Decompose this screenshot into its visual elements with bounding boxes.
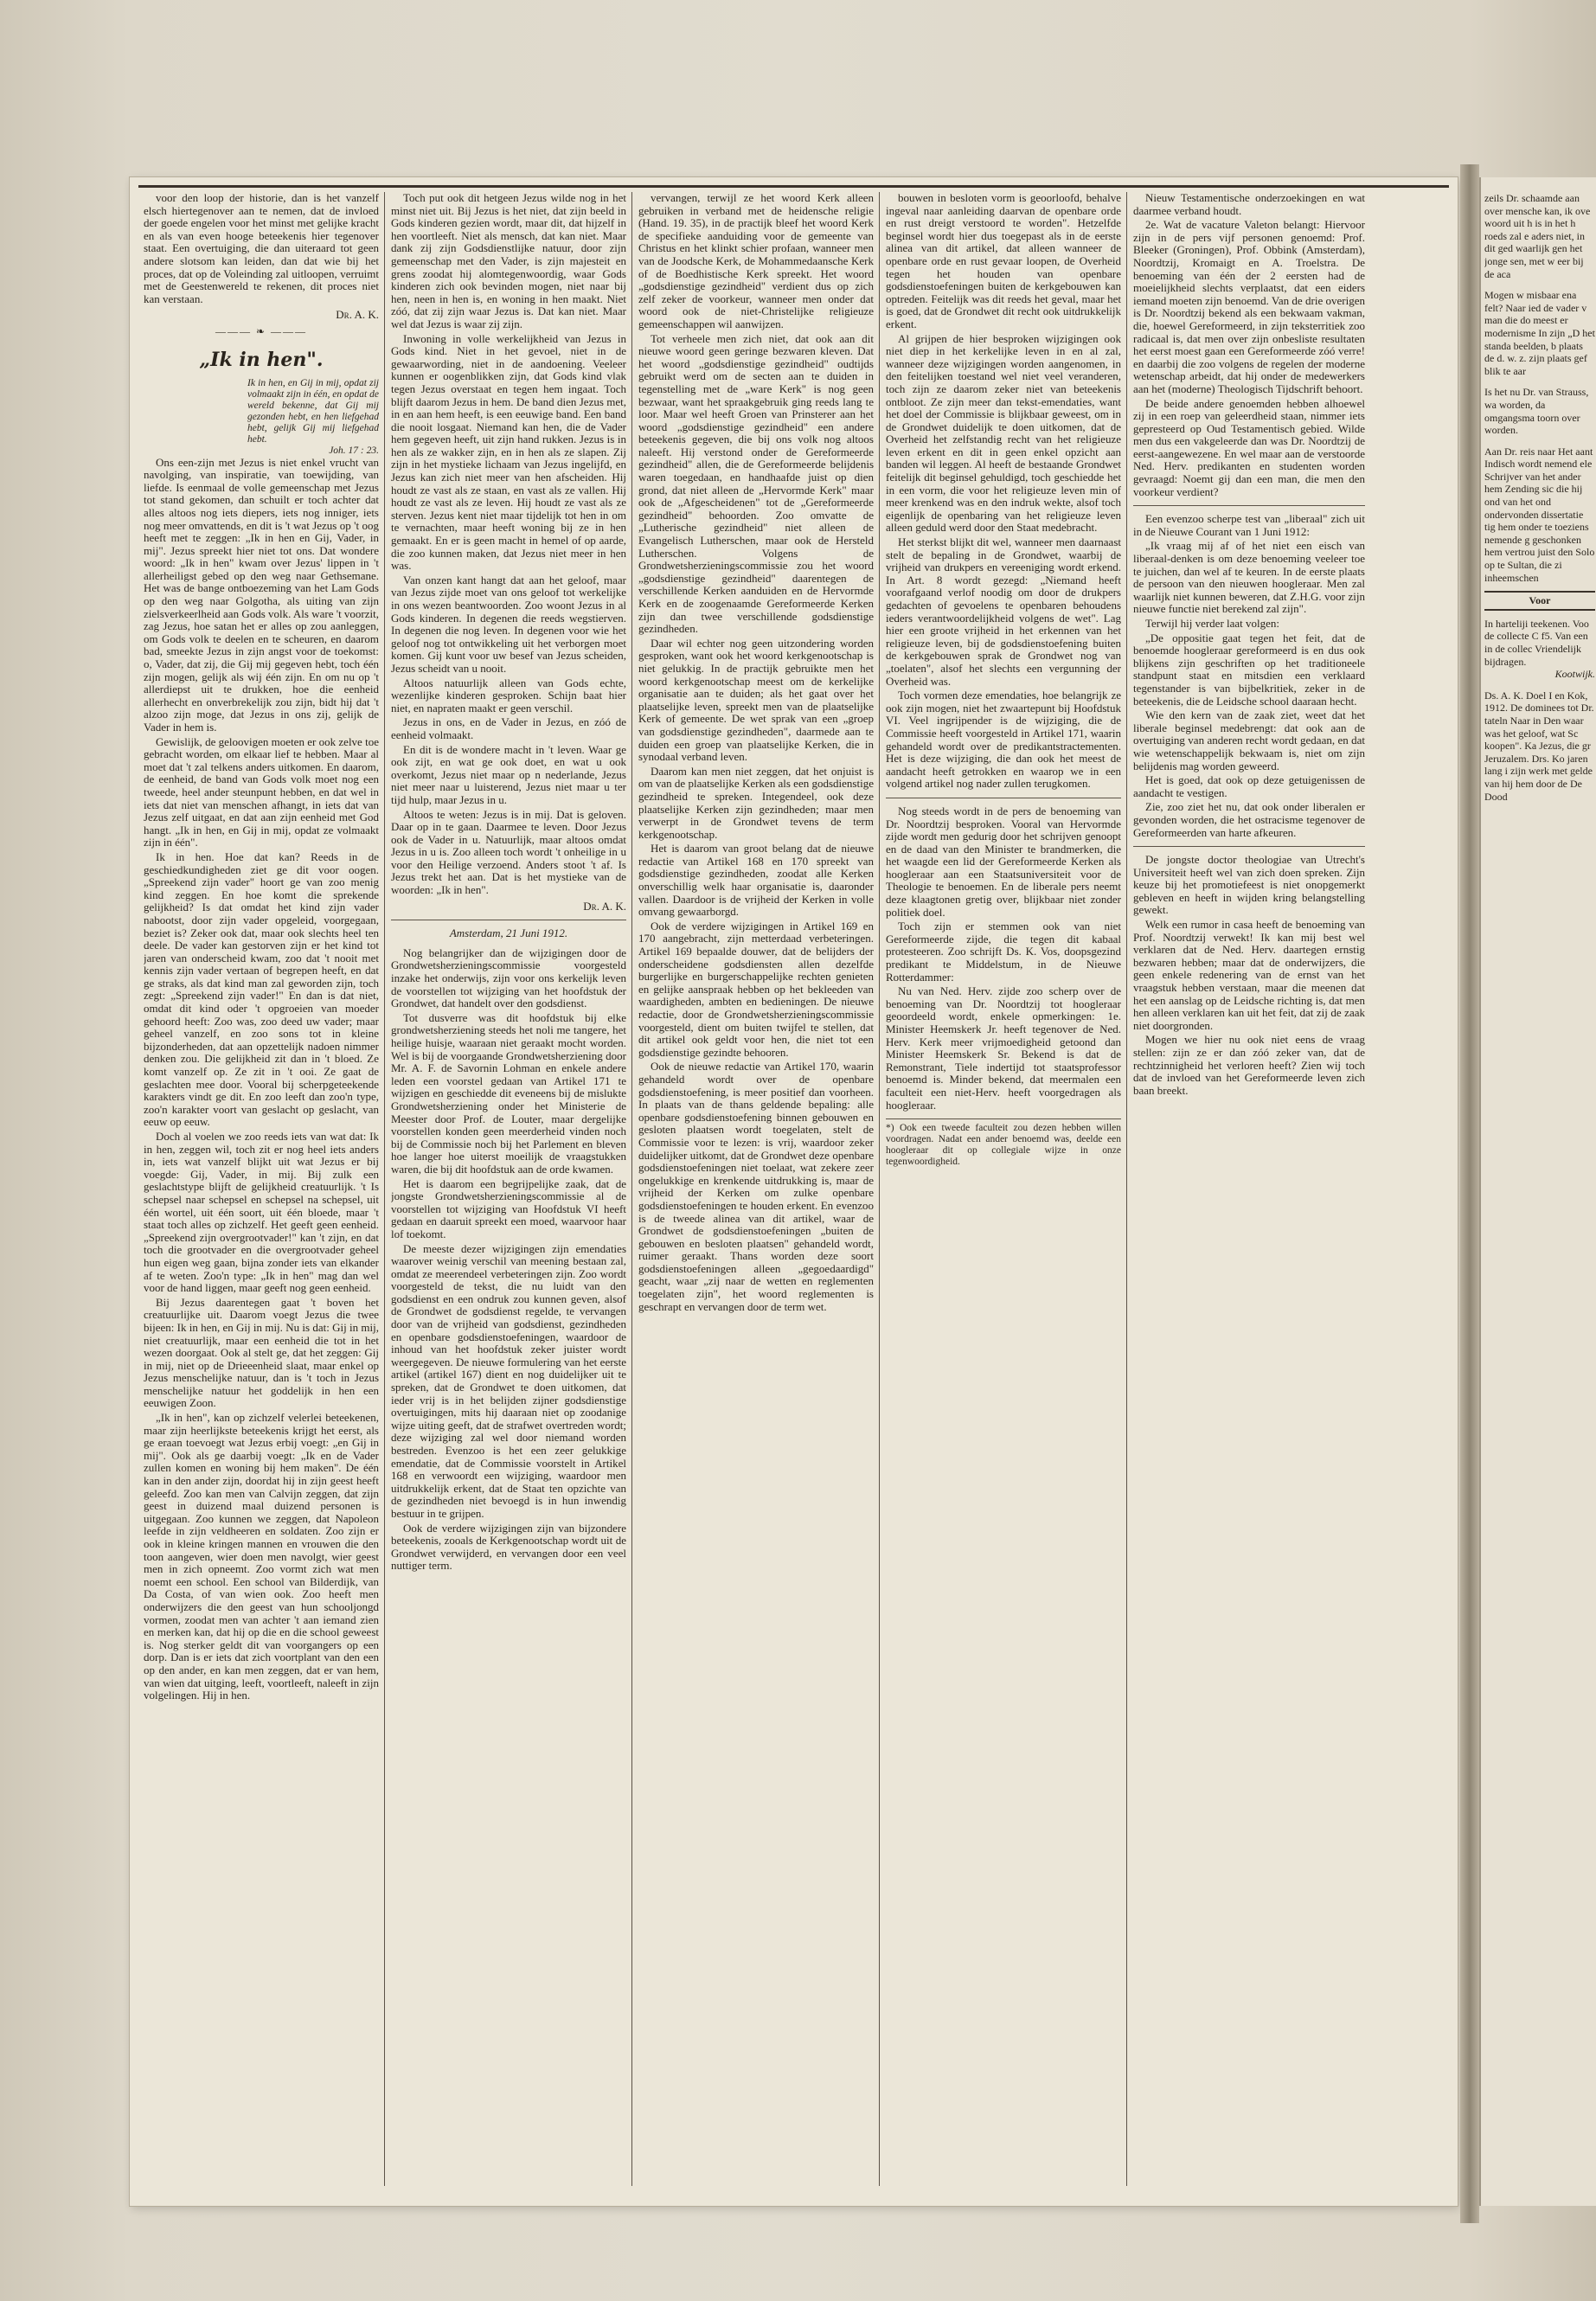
body-paragraph: Daarom kan men niet zeggen, dat het onjuist is om van de plaatselijke Kerken als een godsdienstige gezindheid te spreken. Integendeel, ook deze plaatselijke Kerken zijn gezindheden; maar men verwerpt in de Grondwet tevens de term kerkgenootschap.	[638, 764, 874, 841]
body-paragraph: Gewislijk, de geloovigen moeten er ook zelve toe gebracht worden, om elkaar lief te hebben. Maar al moet dat 't zal telkens anders uitkomen. En daarom, de eenheid, de band van Gods volk moet nog een tweede, heel ander steunpunt hebben, en dat wel in iets dat niet van menschen afhangt, in iets dat van Jezus zelf uitgaat, en dat aan zijn eenheid met God hangt. „Ik in hen, en Gij in mij, opdat ze volmaakt zijn in één".	[144, 734, 379, 849]
edge-text: Ds. A. K. Doel I en Kok, 1912. De dominees tot Dr. tateln Naar in Den waar was het geloof, wat Sc koopen". Ka Jezus, die gr Jeruzalem. Drs. Ko jaren lang i zijn werk met gelde van hij hem door de De Dood	[1484, 689, 1594, 803]
intro-signature: Dr. A. K.	[336, 308, 379, 322]
footnote: *) Ook een tweede faculteit zou dezen hebben willen voordragen. Nadat een ander benoemd was, deelde een hoogleraar dit op collegiale wijze in onze tegenwoordigheid.	[886, 1118, 1121, 1168]
adjacent-page-column	[1484, 192, 1595, 2190]
body-paragraph: De jongste doctor theologiae van Utrecht's Universiteit heeft wel van zich doen spreken. Zijn keuze bij het promotiefeest is niet onopgemerkt gebleven en heeft in wijden kring belangstelling gewekt.	[1133, 853, 1365, 917]
body-paragraph: Nog steeds wordt in de pers de benoeming van Dr. Noordtzij besproken. Vooral van Hervormde zijde wordt men gedurig door het schrijven genoopt en de daad van den Minister te brandmerken, die het waagde een lid der Gereformeerde Kerken als hoogleraar aan een Staatsuniversiteit voor de Theologie te benoemen. En de liberale pers neemt deze klaagtonen gretig over, blijkbaar niet zonder politiek doel.	[886, 804, 1121, 919]
body-paragraph: Altoos te weten: Jezus is in mij. Dat is geloven. Daar op in te gaan. Daarmee te leven. Door Jezus ook de Vader in u. Natuurlijk, maar altoos omdat Jezus in u is. Zoo alleen toch wordt 't onheilige in u voor den Heilige verzoend. Anders stoot 't af. Is Jezus trekt het aan. Dat is het mystieke van de woorden: „Ik in hen".	[391, 807, 626, 897]
column-4	[886, 192, 1121, 2190]
column-separator	[384, 192, 385, 2186]
body-paragraph: Van onzen kant hangt dat aan het geloof, maar van Jezus zijde moet van ons geloof tot werkelijke in ons wezen beantwoorden. Zoo woont Jezus in al Gods kinderen. In degenen die reeds wegstierven. In degenen die nog leven. In degenen voor wie het geloof nog tot ontwikkeling uit het verborgen moet komen. Gij kunt voor uw besef van Jezus scheiden, Jezus scheidt van u nooit.	[391, 573, 626, 675]
body-paragraph: Nieuw Testamentische onderzoekingen en wat daarmee verband houdt.	[1133, 192, 1365, 217]
intro-paragraph: voor den loop der historie, dan is het vanzelf elsch hiertegenover aan te nemen, dat de invloed der goede engelen voor het minst met gelijke kracht en als van even hooge beteekenis hier tegenover staat. Een overtuiging, die dan uiteraard tot geen andere slotsom kan leiden, dan dat wie bij het proces, dat op de Voleinding zal uitloopen, verruimt met de Geestenwereld te rekenen, dit proces niet kan verstaan.	[144, 192, 379, 305]
body-paragraph: Toch zijn er stemmen ook van niet Gereformeerde zijde, die tegen dit kabaal protesteeren. Zoo schrijft Ds. K. Vos, doopsgezind predikant te Middelstum, in de Nieuwe Rotterdammer:	[886, 920, 1121, 984]
column-separator	[631, 192, 632, 2186]
quoted-paragraph: Wie den kern van de zaak ziet, weet dat het liberale beginsel medebrengt: dat ook aan de overtuiging van anderen recht wordt gedaan, en dat wie wetenschappelijk bekwaam is, niet om zijn belijdenis mag worden geweerd.	[1133, 708, 1365, 772]
motto-quote: Ik in hen, en Gij in mij, opdat zij volmaakt zijn in één, en opdat de wereld bekenne, dat Gij mij gezonden hebt, en hen liefgehad hebt, gelijk Gij mij liefgehad hebt.	[247, 377, 379, 445]
body-paragraph: De meeste dezer wijzigingen zijn emendaties waarover weinig verschil van meening bestaan zal, omdat ze meerendeel verbeteringen zijn. Zoo wordt voorgesteld de tekst, die nu luidt van den godsdienst en een ondruk zou kunnen geven, alsof de Grondwet de godsdienst regelde, te vervangen door van de vrijheid van godsdienst, gezindheden en openbare godsdienstoefeningen, waardoor de inhoud van het hoofdstuk zeker juister wordt weergegeven. De nieuwe formulering van het eerste artikel (artikel 167) dient en nog duidelijker uit te spreken, dat de Grondwet te doen uitkomen, dat ieder vrij is in het belijden zijner godsdienstige overtuigingen, mits hij daaraan niet op zoodanige wijze uiting geeft, dat de strafwet overtreden wordt; deze wijziging zal wel door niemand worden bestreden. Evenzoo is het een zeer gelukkige emendatie, dat de Commissie voorstelt in Artikel 168 en verwoordt een wijziging, waardoor men uitdrukkelijk erkent, dat de Staat ten opzichte van de gezindheden niet bevoegd is in hun inwendig bestuur in te grijpen.	[391, 1241, 626, 1520]
body-paragraph: Nog belangrijker dan de wijzigingen door de Grondwetsherzieningscommissie voorgesteld inzake het onderwijs, zijn voor ons kerkelijk leven de voorstellen tot wijziging van het hoofdstuk der Grondwet, dat handelt over den godsdienst.	[391, 945, 626, 1010]
body-paragraph: 2e. Wat de vacature Valeton belangt: Hiervoor zijn in de pers vijf personen genoemd: Prof. Bleeker (Groningen), Prof. Obbink (Amsterdam), Noordtzij, Kromaigt en A. Troelstra. De benoeming van één der 2 eersten had de moeielijkheid slechts verplaatst, dat een eiders iemand moeten zijn benoemd. Van de drie overigen is Dr. Noordtzij bekend als een bekwaam vakman, die, hoewel Gereformeerd, in zijn teksterritiek zoo radicaal is, dat men over zijn onbesliste resultaten het eerst moest gaan een Gereformeerde zóó verre! en daarbij die zoo volgens de regelen der moderne wetenschap arbeidt, dat hij onder de medewerkers aan het (moderne) Theologisch Tijdschrift behoort.	[1133, 218, 1365, 395]
body-paragraph: Welk een rumor in casa heeft de benoeming van Prof. Noordtzij verwekt! Ik kan mij best wel verklaren dat de Ned. Herv. daartegen ernstig bezwaren hebben; maar dat de onderwijzers, die geen enkele redenering van de ernst van het vraagstuk hebben verstaan, maar die meenen dat het een aanslag op de Leidsche richting is, dat men hen alleen verklaren kan uit het feit, dat zij de zaak niet doorgronden.	[1133, 918, 1365, 1032]
article-signature: Dr. A. K.	[583, 899, 626, 913]
body-paragraph: Mogen we hier nu ook niet eens de vraag stellen: zijn ze er dan zóó zeker van, dat de rechtzinnigheid het verloren heeft? Zien wij toch dat de invloed van het Gereformeerde leven zich baan breekt.	[1133, 1033, 1365, 1097]
body-paragraph: Terwijl hij verder laat volgen:	[1145, 617, 1280, 630]
body-paragraph: Het is daarom van groot belang dat de nieuwe redactie van Artikel 168 en 170 spreekt van godsdienstige gezindheden, zoodat alle Kerken onverschillig welk haar organisatie is, daaronder vallen. Daardoor is de vrijheid der Kerken in volle omvang gewaarborgd.	[638, 842, 874, 919]
body-paragraph: Tot verheele men zich niet, dat ook aan dit nieuwe woord geen geringe bezwaren kleven. Dat het woord „godsdienstige gezindheid" oudtijds gebruikt werd om de secten aan te duiden in tegenstelling met de „ware Kerk" is nog geen bezwaar, want het spraakgebruik ging reeds lang te loor. Maar wel heeft Groen van Prinsterer aan het woord „godsdienstige gezindheid" een andere beteekenis gegeven, die bij ons volk nog altoos naleeft. Hij verstond onder de Gereformeerde gezindheid" allen, die de Gereformeerde belijdenis waren toegedaan, en handhaafde juist op dien grond, dat niet alleen de „Hervormde Kerk" maar ook de „Afgescheidenen" tot de „Gereformeerde gezindheid" behoorden. Zoo omvatte de „Lutherische gezindheid" niet alleen de Evangelisch Lutherschen, maar ook de Hersteld Lutherschen. Volgens de Grondwetsherzieningscommissie zou het woord „godsdienstige gezindheid" daarentegen de verschillende Kerken aanduiden en de Hervormde Kerk en de zoogenaamde Gereformeerde Kerken zijn dan twee verschillende godsdienstige gezindheden.	[638, 331, 874, 636]
body-paragraph: bouwen in besloten vorm is geoorloofd, behalve ingeval naar aanleiding daarvan de openbare orde en rust dreigt verstoord te worden". Hetzelfde beginsel wordt hier dus toegepast als in de eerste alinea van dit artikel, dat alleen wanneer de openbare orde en rust gevaar loopen, de Overheid tegen het houden van openbare godsdienstoefeningen buiten de kerkgebouwen kan optreden. Feitelijk was dit reeds het geval, maar het is goed, dat de Grondwet dit recht ook uitdrukkelijk erkent.	[886, 192, 1121, 330]
body-paragraph: Het sterkst blijkt dit wel, wanneer men daarnaast stelt de bepaling in de Grondwet, waarbij de vrijheid van drukpers en vereeniging wordt erkend. In Art. 8 wordt gezegd: „Niemand heeft voorafgaand verlof noodig om door de drukpers gedachten of gevoelens te openbaren behoudens ieders verantwoordelijkheid volgens de wet". Lag hier een groote vrijheid in het erkennen van het religieuze leven, bij de godsdienstoefening buiten de kerkgebouwen sprak de Grondwet nog van „toelaten", alsof het slechts een vergunning der Overheid was.	[886, 535, 1121, 688]
page-fold	[1460, 164, 1479, 2223]
edge-text: Aan Dr. reis naar Het aant Indisch wordt nemend ele Schrijver van het ander hem Zending sic die hij ond van het ond ondervonden dissertatie tig hem onder te toeziens nemende g geschonken hem vertrou juist den Solo op te Sultan, die zi inheemschen	[1484, 445, 1595, 584]
column-separator	[879, 192, 880, 2186]
quoted-paragraph: Nu van Ned. Herv. zijde zoo scherp over de benoeming van Dr. Noordtzij tot hoogleraar geoordeeld wordt, enkele opmerkingen: 1e. Minister Heemskerk Jr. heeft tegenover de Ned. Herv. Kerk meer vrijmoedigheid getoond dan Minister Heemskerk Sr. Bekend is dat de Remonstrant, Tiele indertijd tot staatsprofessor benoemd is. Minder bekend, dat meermalen een faculteit een niet-Herv. heeft voorgedragen als hoogleraar.	[886, 984, 1121, 1112]
edge-text: In harteliji teekenen. Voo de collecte C f5. Van een in de collec Vriendelijk bijdragen.	[1484, 617, 1589, 668]
body-paragraph: Daar wil echter nog geen uitzondering worden gesproken, want ook het woord kerkgenootschap is niet gelukkig. In de practijk gebruikte men het woord kerkgenootschap meest om de kerkelijke organisatie aan te duiden; als het gaat over het plaatselijke leven, spreekt men van de plaatselijke Kerk of gemeente. De wet sprak van een „groep van godsdienstige gezindheden", daarmede aan te duiden een groep van plaatselijke Kerken, die in synodaal verband leven.	[638, 636, 874, 764]
edge-text: Mogen w misbaar ena felt? Naar ied de vader v man die do meest er modernisme In zijn „D het standa beelden, b plaats de d. w. z. zijn plaats gef blik te aar	[1484, 289, 1595, 377]
column-3	[638, 192, 874, 2190]
edge-text: Is het nu Dr. van Strauss, wa worden, da omgangsma toorn over worden.	[1484, 386, 1589, 437]
body-paragraph: Ik in hen. Hoe dat kan? Reeds in de geschiedkundigheden ziet ge dit voor oogen. „Spreekend zijn vader" hoort ge van zoo menig kind zeggen. En hoe komt die sprekende gelijkheid? Is dat omdat het kind zijn vader nabootst, door zijn vader opgeleid, voorgegaan, beziet is? Zeker ook dat, maar ook slechts heel ten deele. De vader kan gestorven zijn er het kind tot jaren van onderscheid kwam, zoo dat 't nooit met kennis zijn vader vertaan of begrepen heeft, en dat ge straks, als dat kind man zal geworden zijn, toch zegt: „Spreekend zijn vader!" En dan is dat niet, omdat dit kind oder 't opgroeien van moeder gehoord heeft: Zoo was, zoo deed uw vader; maar geheel vanzelf, en zoo sons tot in kleine bijzonderheden, dat aan opzettelijk nadoen nimmer denken zou. Die gelijkheid zit dan in 't bloed. Ze komt vanzelf op. Ze zit in 't ooi. Ze gaat de geslachten mee door. Vooral bij scherpgeteekende karakters vindt ge dit. En zoo leeft dan zoo'n type, zoo'n karakter voort van geslacht op geslacht, van eeuw op eeuw.	[144, 849, 379, 1129]
quoted-paragraph: „Ik vraag mij af of het niet een eisch van liberaal-denken is om deze benoeming veeleer toe te juichen, dan wel af te keuren. In de eerste plaats de persoon van den nieuwen hoogleraar. Men zal waarlijk niet kunnen beweren, dat Z.H.G. voor zijn nieuwe functie niet berekend zal zijn".	[1133, 539, 1365, 616]
edge-box-heading: Voor	[1484, 591, 1595, 611]
body-paragraph: Het is goed, dat ook op deze getuigenissen de aandacht te vestigen.	[1133, 773, 1365, 799]
body-paragraph: Inwoning in volle werkelijkheid van Jezus in Gods kind. Niet in het gevoel, niet in de gewaarwording, niet in de aandoening. Veeleer kunnen er oogenblikken zijn, dat Gods kind vlak tegen Jezus overstaat en tegen hem ingaat. Toch blijft daarom Jezus in hem. De band dien Jezus met, in en aan hem heeft, is een eeuwige band. Een band die nooit losgaat. Niemand kan hen, die de Vader hem gegeven heeft, uit zijn hand rukken. Jezus is in hen als ze wakker zijn, en in hen als ze slapen. Zij zijn in het mystieke lichaam van Jezus ingelijfd, en Jezus kan zich niet meer van hen afscheiden. Hij houdt ze vast als ze staan, en vast als ze vallen. Hij houdt ze vast als ze leven. Hij houdt ze vast als ze sterven. Jezus kent niet maar tijdelijk tot hen in om te vernachten, maar heeft woning bij ze in hen gemaakt. En er is geen macht in hemel of op aarde, die zoo kunnen maken, dat Jezus niet meer in hen was.	[391, 331, 626, 573]
body-paragraph: Ook de verdere wijzigingen in Artikel 169 en 170 aangebracht, zijn metterdaad verbeteringen. Artikel 169 bepaalde douwer, dat de belijders der onderscheidene godsdiensten allen dezelfde burgerlijke en burgerschappelijke rechten genieten en gelijke aanspraak hebben op het bekleeden van waardigheden, ambten en bedieningen. De nieuwe redactie, door de Grondwetsherzieningscommissie voorgesteld, dient om buiten twijfel te stellen, dat dit artikel ook geldt voor hen, die niet tot een godsdienstige gezindte behooren.	[638, 919, 874, 1059]
body-paragraph: Ons een-zijn met Jezus is niet enkel vrucht van navolging, van inspiratie, van toewijding, van liefde. Is eenmaal de volle gemeenschap met Jezus tot stand gekomen, dan schuilt er toch achter dat alles altoos nog iets diepers, iets nog inniger, iets nog meer omvattends, en dit is 't wat Jezus op 't oog heeft met te zeggen: „Ik in hen en Gij, Vader, in mij". Jezus spreekt hier niet tot ons. Dat wondere woord: „Ik in hen" kwam over Jezus' lippen in 't allerheiligst gebed op den weg naar Gethsemane. Het was de bange ontboezeming van het Lam Gods op den weg naar Golgotha, als uiting van zijn zielsverkeerlheid aan Gods volk. Als ware 't voorzit, zag Jezus, hoe satan het er alles op zou aanleggen, om Gods volk te deelen en te scheuren, en daarom bad, smeekte Jezus in zijn angst voor de toekomst: o, Vader, dat zij, die Gij mij gegeven hebt, toch één zijn mogen, gelijk als wij één zijn. En om nu op 't allerdiepst uit te drukken, hoe die eenheid allerhecht en onverbrekelijk zou zijn, bidt hij dat 't alzoo zijn moge, dat Jezus in ons zij, gelijk de Vader in hem is.	[144, 455, 379, 734]
edge-text: zeils Dr. schaamde aan over mensche kan, ik ove woord uit h is in het h roeds zal e aders niet, in dit ged waarlijk gen het jonge sen, met w eer bij de aca	[1484, 192, 1591, 280]
body-paragraph: „Ik in hen", kan op zichzelf velerlei beteekenen, maar zijn heerlijkste beteekenis krijgt het eerst, als ge eraan toevoegt wat Jezus erbij voegt: „en Gij in mij". Ook als ge daarbij voegt: „Ik en de Vader zullen komen en woning bij hem maken". De één kan in den ander zijn, doordat hij in zijn geest heeft geleefd. Zoo kan men van Calvijn zeggen, dat zijn geest in duizend maal duizend personen is uitgegaan. Zoo kunnen we zeggen, dat Napoleon leefde in zijn veldheeren en soldaten. Zoo zijn er ook in kleine kringen mannen en vrouwen die den toon aangeven, wier doen men navolgt, wier geest men in zich opneemt. Zoo vormt zich wat men noemt een school. Een school van Bilderdijk, van Da Costa, of van wien ook. Zoo heeft men onderwijzers die den geest van hun schooljongd vormen, zoodat men van achter 't aan iemand zien en merken kan, dat hij op die en die school geweest is. Nog sterker geldt dit van voorgangers op een dorp. Dan is er iets dat zich voortplant van den een op den ander, en kan men zeggen, dat er van hem, van wien dat uitging, leeft, voortleeft, naleeft in zijn volgelingen. Hij in hen.	[144, 1411, 379, 1702]
body-paragraph: Toch vormen deze emendaties, hoe belangrijk ze ook zijn mogen, niet het zwaartepunt bij Hoofdstuk VI. Veel ingrijpender is de wijziging, die de Commissie heeft voorgesteld in Artikel 171, waarin gehandeld wordt over de predikantstractementen. Het is deze wijziging, die dan ook het meest de aandacht heeft getrokken en waarop we in een volgend artikel nog nader zullen terugkomen.	[886, 689, 1121, 791]
body-paragraph: Een evenzoo scherpe test van „liberaal" zich uit in de Nieuwe Courant van 1 Juni 1912:	[1133, 512, 1365, 538]
section-divider	[1133, 846, 1365, 847]
column-1	[144, 192, 379, 2190]
column-2	[391, 192, 626, 2190]
body-paragraph: Altoos natuurlijk alleen van Gods echte, wezenlijke kinderen gesproken. Schijn baat hier niet, en napraten maakt er geen verschil.	[391, 676, 626, 715]
body-paragraph: Tot dusverre was dit hoofdstuk bij elke grondwetsherziening steeds het noli me tangere, het heilige huisje, waaraan niet geraakt mocht worden. Wel is bij de voorgaande Grondwetsherziening door Mr. A. F. de Savornin Lohman en enkele andere leden een voorstel gedaan van Artikel 171 te wijzigen en geschiedde dit eveneens bij de mislukte Grondwetsherziening onder het Ministerie de Meester door Prof. de Louter, maar dergelijke voorstellen konden geen meerderheid vinden noch bij de Commissie noch bij het Parlement en bleven hoe langer hoe uiterst moeilijk de vraagstukken waren, die bij dit hoofdstuk aan de orde kwamen.	[391, 1010, 626, 1176]
body-paragraph: Ook de nieuwe redactie van Artikel 170, waarin gehandeld wordt over de openbare godsdienstoefening, is meer positief dan voorheen. In plaats van de thans geldende bepaling: alle openbare godsdienstoefening binnen gebouwen en gesloten plaatsen wordt toegelaten, stelt de Commissie voor te lezen: is vrij, waardoor zeker duidelijker uitkomt, dat de Grondwet deze openbare godsdienstoefeningen niet toelaat, wat zekere zeer ongelukkige en krenkende uitdrukking is, maar de vrijheid der Kerken om zulke openbare godsdienstoefeningen te houden erkent. En evenzoo is de tweede alinea van dit artikel, waar de Grondwet de godsdienstoefeningen „buiten de gebouwen en besloten plaatsen" gehandeld wordt, ruimer geraakt. Thans worden deze soort godsdienstoefeningen alleen „gegoedaardigd" geacht, waar „zij naar de wetten en reglementen toegelaten zijn", het woord reglementen is geschrapt en vervangen door de term wet.	[638, 1060, 874, 1313]
body-paragraph: De beide andere genoemden hebben alhoewel zij in een roep van geleerdheid staan, nimmer iets gepresteerd op Oud Testamentisch gebied. Wilde men dus een vakgeleerde dan was Dr. Noordtzij de eerst-aangewezene. En wel maar aan de verstoorde Ned. Herv. predikanten en studenten worden gevraagd: Noemt gij dan een man, die men den voorkeur verdient?	[1133, 396, 1365, 498]
body-paragraph: Al grijpen de hier besproken wijzigingen ook niet diep in het kerkelijke leven in en al zal, wanneer deze wijzigingen worden aangenomen, in den feitelijken toestand wel niet veel veranderen, toch zijn ze daarom zeker niet van beteekenis ontbloot. Ze zijn meer dan tekst-emendaties, want het doel der Commissie is blijkbaar geweest, om in de Grondwet duidelijk te doen uitkomen, dat de Overheid het zelfstandig recht van het religieuze leven erkent en dit in geen enkel opzicht aan banden wil leggen. Al heeft de bestaande Grondwet feitelijk dit beginsel gehuldigd, toch geschiedde het in een vorm, die voor het religieuze leven min of meer krenkend was en den indruk wekte, alsof toch eigenlijk de openbaring van het religieuze leven alleen geduld werd door den Staat medebracht.	[886, 331, 1121, 535]
top-rule	[138, 185, 1449, 188]
motto-reference: Joh. 17 : 23.	[329, 445, 379, 456]
column-5	[1133, 192, 1365, 2190]
body-paragraph: Jezus in ons, en de Vader in Jezus, en zóó de eenheid volmaakt.	[391, 715, 626, 741]
body-paragraph: En dit is de wondere macht in 't leven. Waar ge ook zijt, en wat ge ook doet, en wat u ook overkomt, Jezus niet maar op n nederlande, Jezus niet meer naar u luisterend, Jezus niet maar u ter tijd hulp, maar Jezus in u.	[391, 742, 626, 806]
section-divider	[1133, 505, 1365, 506]
quoted-paragraph: „De oppositie gaat tegen het feit, dat de benoemde hoogleraar gereformeerd is en dus ook blijkens zijn geschriften op het traditioneele standpunt staat en mitsdien een verklaard tegenstander is van bijbelkritiek, zeker in de beteekenis, die de Leidsche school daaraan hecht.	[1133, 631, 1365, 708]
body-paragraph: Toch put ook dit hetgeen Jezus wilde nog in het minst niet uit. Bij Jezus is het niet, dat zijn beeld in Gods kinderen gezien wordt, maar dit, dat hijzelf in hen voortleeft. Niet als mensch, dat kan niet. Maar dank zij zijn Godsdienstlijke natuur, door zijn gemeenschap met den Vader, is zijn majesteit en grens zoodat hij alomtegenwoordig, waar Gods kinderen zich ook bevinden mogen, niet naar bij hen, neen in hen is, en woning in hen maakt. Niet zóó, dat zij zijn waar Jezus is. Dat kan niet. Maar wel dat Jezus is waar zij zijn.	[391, 192, 626, 330]
body-paragraph: Het is daarom een begrijpelijke zaak, dat de jongste Grondwetsherzieningscommissie al de voorstellen tot wijziging van Hoofdstuk VI heeft gedaan en daaruit spreekt een moed, waarvoor haar lof toekomt.	[391, 1176, 626, 1240]
body-paragraph: Zie, zoo ziet het nu, dat ook onder liberalen er gevonden worden, die het ostracisme tegenover de Gereformeerden van harte afkeuren.	[1133, 800, 1365, 839]
body-paragraph: Doch al voelen we zoo reeds iets van wat dat: Ik in hen, zeggen wil, toch zit er nog heel iets anders in, iets wat vanzelf blijkt uit wat Jezus er bij voegde: Gij, Vader, in mij. Bij zulk een geslachtstype blijft de gelijkheid creatuurlijk. 't Is schepsel naar schepsel en schepsel na schepsel, uit één wortel, uit één soort, uit één bloede, maar 't staat toch alles op zichzelf. Het geeft geen eenheid. „Spreekend zijn overgrootvader!" kan 't zijn, en dat toch die grootvader en die overgrootvader geheel hun eigen weg gaan, bijna zonder iets van elkander af te weten. Zoo'n type: „Ik in hen" mag dan wel voor de hand liggen, maar geeft nog geen eenheid.	[144, 1130, 379, 1295]
article-title: „Ik in hen".	[199, 348, 324, 371]
body-paragraph: vervangen, terwijl ze het woord Kerk alleen gebruiken in verband met de heidensche religie (Hand. 19. 35), in de practijk bleef het woord Kerk de specifieke aanduiding voor de gemeente van Christus en het klinkt schier profaan, wanneer men van de Joodsche Kerk, de Mohammedaansche Kerk of de Boedhistische Kerk spreekt. Het woord „godsdienstige gezindheid" verdient dus op zich zelf zeker de voorkeur, wanneer men onder dat woord ook de niet-Christelijke religieuze gemeenschappen wil aanwijzen.	[638, 192, 874, 330]
body-paragraph: Ook de verdere wijzigingen zijn van bijzondere beteekenis, zooals de Kerkgenootschap wordt uit de Grondwet verwijderd, en vervangen door een veel nuttiger term.	[391, 1521, 626, 1573]
edge-signature: Kootwijk.	[1554, 668, 1595, 681]
column-separator	[1126, 192, 1127, 2186]
dateline: Amsterdam, 21 Juni 1912.	[449, 926, 568, 940]
ornament-divider: ——— ❧ ———	[215, 324, 308, 337]
body-paragraph: Bij Jezus daarentegen gaat 't boven het creatuurlijke uit. Daarom voegt Jezus die twee bijeen: Ik in hen, en Gij in mij. Nu is dat: Gij in mij, niet creatuurlijk, maar een eenheid die tot in het wezen doorgaat. Ook al stelt ge, dat het zeggen: Gij in mij, niet op de Drieeenheid slaat, maar enkel op Jezus menschelijke natuur, dan is 't toch in Jezus menschelijke natuur het goddelijk in hen een eeuwigen Zoon.	[144, 1295, 379, 1410]
